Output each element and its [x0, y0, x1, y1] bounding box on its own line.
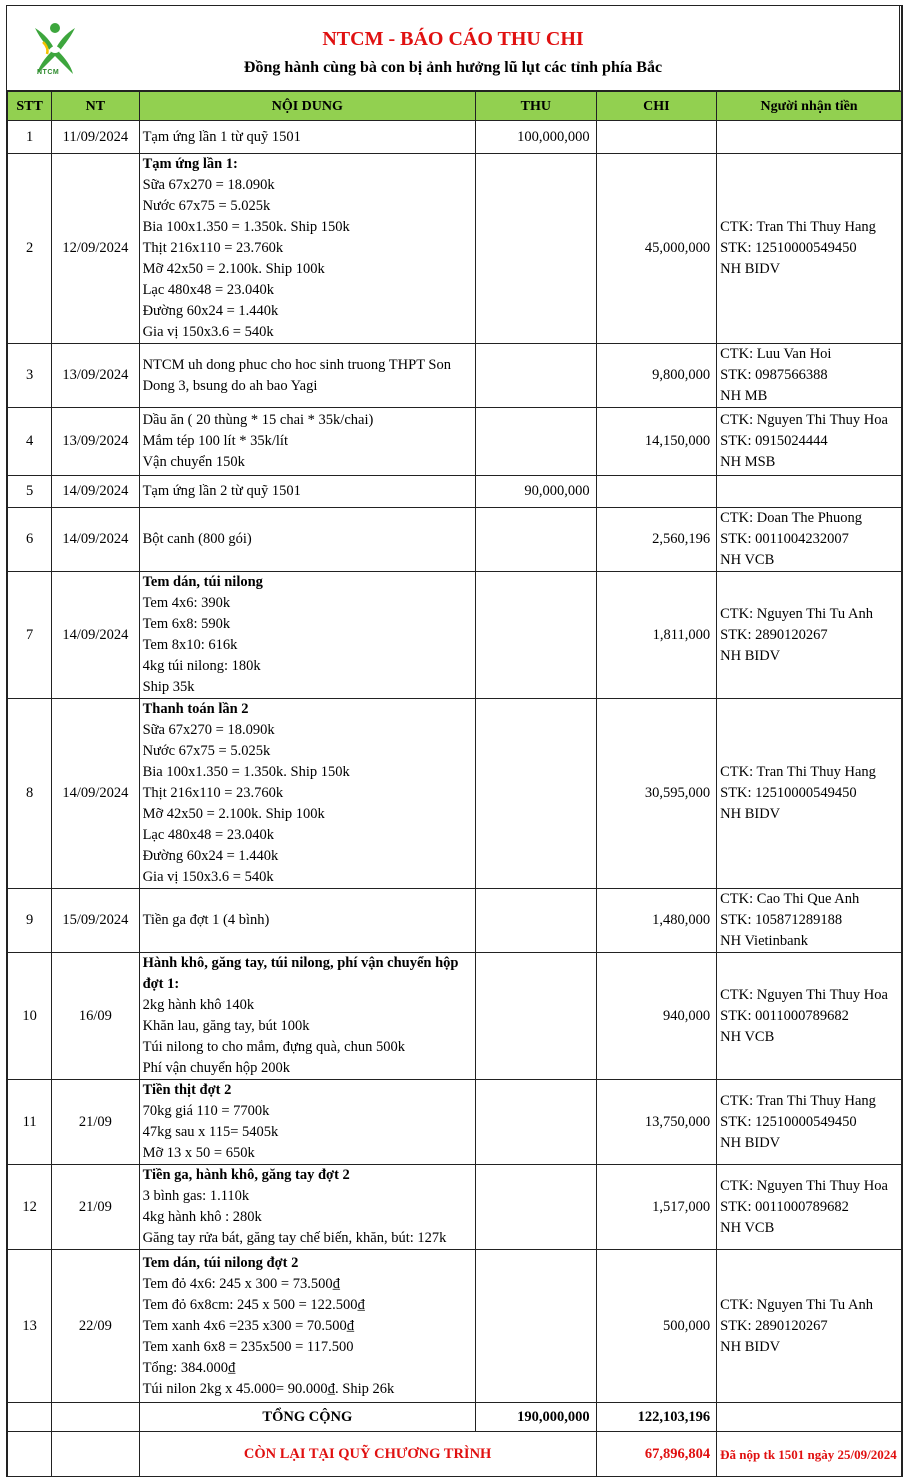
col-header-nguoi-nhan: Người nhận tiền: [717, 92, 902, 121]
row-stt: 10: [8, 953, 52, 1080]
row-content-title: Tem dán, túi nilong đợt 2: [142, 1254, 299, 1271]
row-recipient: [717, 572, 902, 699]
row-content-line: 4kg hành khô : 280k: [142, 1209, 262, 1225]
row-content-line: Ship 35k: [142, 679, 195, 695]
report-sheet: [6, 5, 903, 1477]
row-chi: 30,595,000: [596, 699, 717, 889]
total-row: [8, 1403, 902, 1432]
row-recipient: [717, 953, 902, 1080]
total-thu: 190,000,000: [476, 1403, 597, 1432]
row-stt: 13: [8, 1250, 52, 1403]
row-stt: 6: [8, 508, 52, 572]
row-stt: 12: [8, 1165, 52, 1250]
row-date: 14/09/2024: [52, 476, 139, 508]
remain-note: Đã nộp tk 1501 ngày 25/09/2024: [717, 1432, 902, 1477]
table-row: [8, 953, 902, 1080]
table-body: [8, 121, 902, 1403]
row-date: 14/09/2024: [52, 699, 139, 889]
row-stt: 1: [8, 121, 52, 154]
row-chi: 45,000,000: [596, 154, 717, 344]
row-thu: 100,000,000: [476, 121, 597, 154]
row-content-line: Túi nilon 2kg x 45.000= 90.000₫. Ship 26k: [142, 1380, 395, 1397]
row-content-title: Thanh toán lần 2: [142, 701, 249, 717]
row-content-line: Tem xanh 4x6 =235 x300 = 70.500₫: [142, 1317, 355, 1334]
row-content: [139, 154, 476, 344]
recipient-line: STK: 12510000549450: [720, 1113, 857, 1130]
finance-table: [7, 91, 902, 1477]
recipient-line: NH BIDV: [720, 261, 781, 277]
recipient-line: CTK: Nguyen Thi Thuy Hoa: [720, 1177, 888, 1194]
recipient-line: CTK: Nguyen Thi Thuy Hoa: [720, 412, 888, 428]
report-subtitle: Đồng hành cùng bà con bị ảnh hưởng lũ lụt các tỉnh phía Bắc: [243, 59, 663, 76]
recipient-line: NH BIDV: [720, 647, 781, 664]
row-thu: [476, 953, 597, 1080]
report-title: NTCM - BÁO CÁO THU CHI: [322, 28, 584, 50]
recipient-line: CTK: Nguyen Thi Tu Anh: [720, 605, 873, 622]
row-date: 14/09/2024: [52, 508, 139, 572]
row-content-title: Tiền ga, hành khô, găng tay đợt 2: [142, 1167, 350, 1183]
recipient-line: STK: 0011004232007: [720, 531, 849, 547]
row-content-line: NTCM uh dong phuc cho hoc sinh truong THPT Son Dong 3, bsung do ah bao Yagi: [142, 356, 451, 394]
recipient-line: NH BIDV: [720, 1338, 781, 1355]
row-content-line: Nước 67x75 = 5.025k: [142, 743, 271, 759]
table-row: [8, 1080, 902, 1165]
row-content-title: Hành khô, găng tay, túi nilong, phí vận chuyển hộp đợt 1:: [142, 955, 459, 992]
row-content-line: Tem 4x6: 390k: [142, 595, 231, 611]
recipient-line: STK: 12510000549450: [720, 240, 857, 256]
col-header-noi-dung: NỘI DUNG: [139, 92, 476, 121]
row-date: 21/09: [52, 1080, 139, 1165]
row-chi: [596, 476, 717, 508]
row-content: [139, 1250, 476, 1403]
recipient-line: CTK: Tran Thi Thuy Hang: [720, 1092, 876, 1109]
row-content-line: Tạm ứng lần 1 từ quỹ 1501: [142, 128, 301, 145]
row-date: 22/09: [52, 1250, 139, 1403]
row-content-line: Bia 100x1.350 = 1.350k. Ship 150k: [142, 764, 350, 780]
recipient-line: CTK: Tran Thi Thuy Hang: [720, 219, 876, 235]
table-row: [8, 1250, 902, 1403]
row-stt: 9: [8, 889, 52, 953]
row-content-title: Tem dán, túi nilong: [142, 574, 263, 590]
table-row: [8, 699, 902, 889]
row-content: [139, 344, 476, 408]
row-content-line: Tạm ứng lần 2 từ quỹ 1501: [142, 483, 301, 499]
recipient-line: NH VCB: [720, 552, 775, 568]
recipient-line: CTK: Doan The Phuong: [720, 510, 863, 526]
row-content-line: Tem 6x8: 590k: [142, 616, 231, 632]
recipient-line: CTK: Luu Van Hoi: [720, 346, 832, 362]
row-recipient: [717, 1080, 902, 1165]
row-content-line: Thịt 216x110 = 23.760k: [142, 240, 284, 256]
total-empty-recv: [717, 1403, 902, 1432]
row-chi: 13,750,000: [596, 1080, 717, 1165]
row-date: 13/09/2024: [52, 408, 139, 476]
recipient-line: STK: 2890120267: [720, 626, 828, 643]
row-content: [139, 476, 476, 508]
row-content-line: Phí vận chuyển hộp 200k: [142, 1060, 290, 1076]
row-thu: [476, 572, 597, 699]
row-recipient: [717, 889, 902, 953]
row-date: 15/09/2024: [52, 889, 139, 953]
row-recipient: [717, 508, 902, 572]
row-content: [139, 1165, 476, 1250]
row-content-line: Thịt 216x110 = 23.760k: [142, 785, 284, 801]
table-row: [8, 572, 902, 699]
recipient-line: NH VCB: [720, 1028, 775, 1045]
row-content-line: Tem đỏ 4x6: 245 x 300 = 73.500₫: [142, 1275, 341, 1292]
recipient-line: NH BIDV: [720, 1134, 781, 1151]
row-content-line: Dầu ăn ( 20 thùng * 15 chai * 35k/chai): [142, 412, 374, 428]
total-empty-nt: [52, 1403, 139, 1432]
row-chi: 940,000: [596, 953, 717, 1080]
row-recipient: [717, 344, 902, 408]
row-date: 12/09/2024: [52, 154, 139, 344]
table-row: [8, 408, 902, 476]
row-content-line: Đường 60x24 = 1.440k: [142, 848, 279, 864]
row-content-line: Lạc 480x48 = 23.040k: [142, 827, 274, 843]
row-recipient: [717, 408, 902, 476]
row-content-line: Nước 67x75 = 5.025k: [142, 198, 271, 214]
row-content-line: Găng tay rửa bát, găng tay chế biến, khăn, bút: 127k: [142, 1230, 447, 1246]
recipient-line: CTK: Nguyen Thi Tu Anh: [720, 1296, 873, 1313]
row-content-title: Tạm ứng lần 1:: [142, 156, 238, 172]
row-content-line: Đường 60x24 = 1.440k: [142, 303, 279, 319]
row-content-line: Gia vị 150x3.6 = 540k: [142, 869, 274, 885]
row-chi: 1,517,000: [596, 1165, 717, 1250]
row-chi: [596, 121, 717, 154]
row-content-line: 3 bình gas: 1.110k: [142, 1188, 250, 1204]
recipient-line: NH MB: [720, 388, 768, 404]
row-content: [139, 1080, 476, 1165]
row-thu: [476, 508, 597, 572]
row-recipient: [717, 476, 902, 508]
total-label: TỔNG CỘNG: [139, 1403, 476, 1432]
row-thu: [476, 699, 597, 889]
row-stt: 7: [8, 572, 52, 699]
row-stt: 5: [8, 476, 52, 508]
row-content-line: Sữa 67x270 = 18.090k: [142, 722, 275, 738]
row-chi: 9,800,000: [596, 344, 717, 408]
table-row: [8, 889, 902, 953]
row-content: [139, 508, 476, 572]
col-header-thu: THU: [476, 92, 597, 121]
row-content-line: Túi nilong to cho mắm, đựng quà, chun 500k: [142, 1039, 405, 1055]
row-thu: [476, 1250, 597, 1403]
row-content-line: Mỡ 13 x 50 = 650k: [142, 1145, 255, 1161]
row-date: 13/09/2024: [52, 344, 139, 408]
recipient-line: STK: 12510000549450: [720, 785, 857, 801]
recipient-line: STK: 2890120267: [720, 1317, 828, 1334]
row-content-line: 4kg túi nilong: 180k: [142, 658, 261, 674]
row-content-line: 70kg giá 110 = 7700k: [142, 1103, 270, 1119]
row-date: 14/09/2024: [52, 572, 139, 699]
row-content: [139, 889, 476, 953]
recipient-line: CTK: Cao Thi Que Anh: [720, 891, 860, 907]
report-header: [7, 6, 902, 91]
row-stt: 2: [8, 154, 52, 344]
row-chi: 14,150,000: [596, 408, 717, 476]
row-content: [139, 572, 476, 699]
col-header-chi: CHI: [596, 92, 717, 121]
recipient-line: CTK: Tran Thi Thuy Hang: [720, 764, 876, 780]
recipient-line: STK: 0987566388: [720, 367, 828, 383]
table-row: [8, 1165, 902, 1250]
row-chi: 1,480,000: [596, 889, 717, 953]
row-content-line: Tiền ga đợt 1 (4 bình): [142, 912, 270, 928]
col-header-stt: STT: [8, 92, 52, 121]
row-content-line: Khăn lau, găng tay, bút 100k: [142, 1018, 310, 1034]
row-chi: 2,560,196: [596, 508, 717, 572]
recipient-line: NH Vietinbank: [720, 933, 809, 949]
row-content-line: Mắm tép 100 lít * 35k/lít: [142, 433, 288, 449]
row-content-title: Tiền thịt đợt 2: [142, 1082, 232, 1098]
row-chi: 500,000: [596, 1250, 717, 1403]
table-row: [8, 476, 902, 508]
recipient-line: NH MSB: [720, 454, 776, 470]
total-empty-stt: [8, 1403, 52, 1432]
row-content-line: Bia 100x1.350 = 1.350k. Ship 150k: [142, 219, 350, 235]
row-content-line: Tem 8x10: 616k: [142, 637, 238, 653]
row-recipient: [717, 699, 902, 889]
row-content-line: Mỡ 42x50 = 2.100k. Ship 100k: [142, 261, 325, 277]
total-chi: 122,103,196: [596, 1403, 717, 1432]
recipient-line: CTK: Nguyen Thi Thuy Hoa: [720, 986, 888, 1003]
row-recipient: [717, 121, 902, 154]
remain-label: CÒN LẠI TẠI QUỸ CHƯƠNG TRÌNH: [139, 1432, 596, 1477]
recipient-line: STK: 105871289188: [720, 912, 843, 928]
row-content: [139, 408, 476, 476]
row-content: [139, 953, 476, 1080]
recipient-line: NH VCB: [720, 1219, 775, 1236]
row-chi: 1,811,000: [596, 572, 717, 699]
row-content-line: Tổng: 384.000₫: [142, 1359, 236, 1376]
row-content-line: Tem xanh 6x8 = 235x500 = 117.500: [142, 1338, 354, 1355]
col-header-nt: NT: [52, 92, 139, 121]
logo-text: NTCM: [37, 69, 60, 76]
table-row: [8, 344, 902, 408]
row-content-line: Sữa 67x270 = 18.090k: [142, 177, 275, 193]
row-date: 11/09/2024: [52, 121, 139, 154]
recipient-line: STK: 0011000789682: [720, 1198, 849, 1215]
row-content-line: Gia vị 150x3.6 = 540k: [142, 324, 274, 340]
row-date: 21/09: [52, 1165, 139, 1250]
row-thu: [476, 1165, 597, 1250]
row-stt: 3: [8, 344, 52, 408]
row-stt: 11: [8, 1080, 52, 1165]
row-recipient: [717, 154, 902, 344]
recipient-line: STK: 0011000789682: [720, 1007, 849, 1024]
row-content-line: 47kg sau x 115= 5405k: [142, 1124, 279, 1140]
row-date: 16/09: [52, 953, 139, 1080]
row-recipient: [717, 1165, 902, 1250]
remain-value: 67,896,804: [596, 1432, 717, 1477]
recipient-line: STK: 0915024444: [720, 433, 828, 449]
row-thu: [476, 408, 597, 476]
table-row: [8, 154, 902, 344]
row-content: [139, 699, 476, 889]
row-stt: 8: [8, 699, 52, 889]
row-thu: [476, 1080, 597, 1165]
row-content-line: Mỡ 42x50 = 2.100k. Ship 100k: [142, 806, 325, 822]
row-content-line: 2kg hành khô 140k: [142, 997, 255, 1013]
recipient-line: NH BIDV: [720, 806, 781, 822]
table-row: [8, 121, 902, 154]
row-thu: 90,000,000: [476, 476, 597, 508]
row-content-line: Vận chuyển 150k: [142, 454, 245, 470]
table-header-row: [8, 92, 902, 121]
row-content-line: Lạc 480x48 = 23.040k: [142, 282, 274, 298]
row-thu: [476, 889, 597, 953]
row-content-line: Tem đỏ 6x8cm: 245 x 500 = 122.500₫: [142, 1296, 365, 1313]
row-thu: [476, 344, 597, 408]
row-thu: [476, 154, 597, 344]
row-content-line: Bột canh (800 gói): [142, 531, 252, 547]
row-stt: 4: [8, 408, 52, 476]
row-recipient: [717, 1250, 902, 1403]
row-content: [139, 121, 476, 154]
table-row: [8, 508, 902, 572]
